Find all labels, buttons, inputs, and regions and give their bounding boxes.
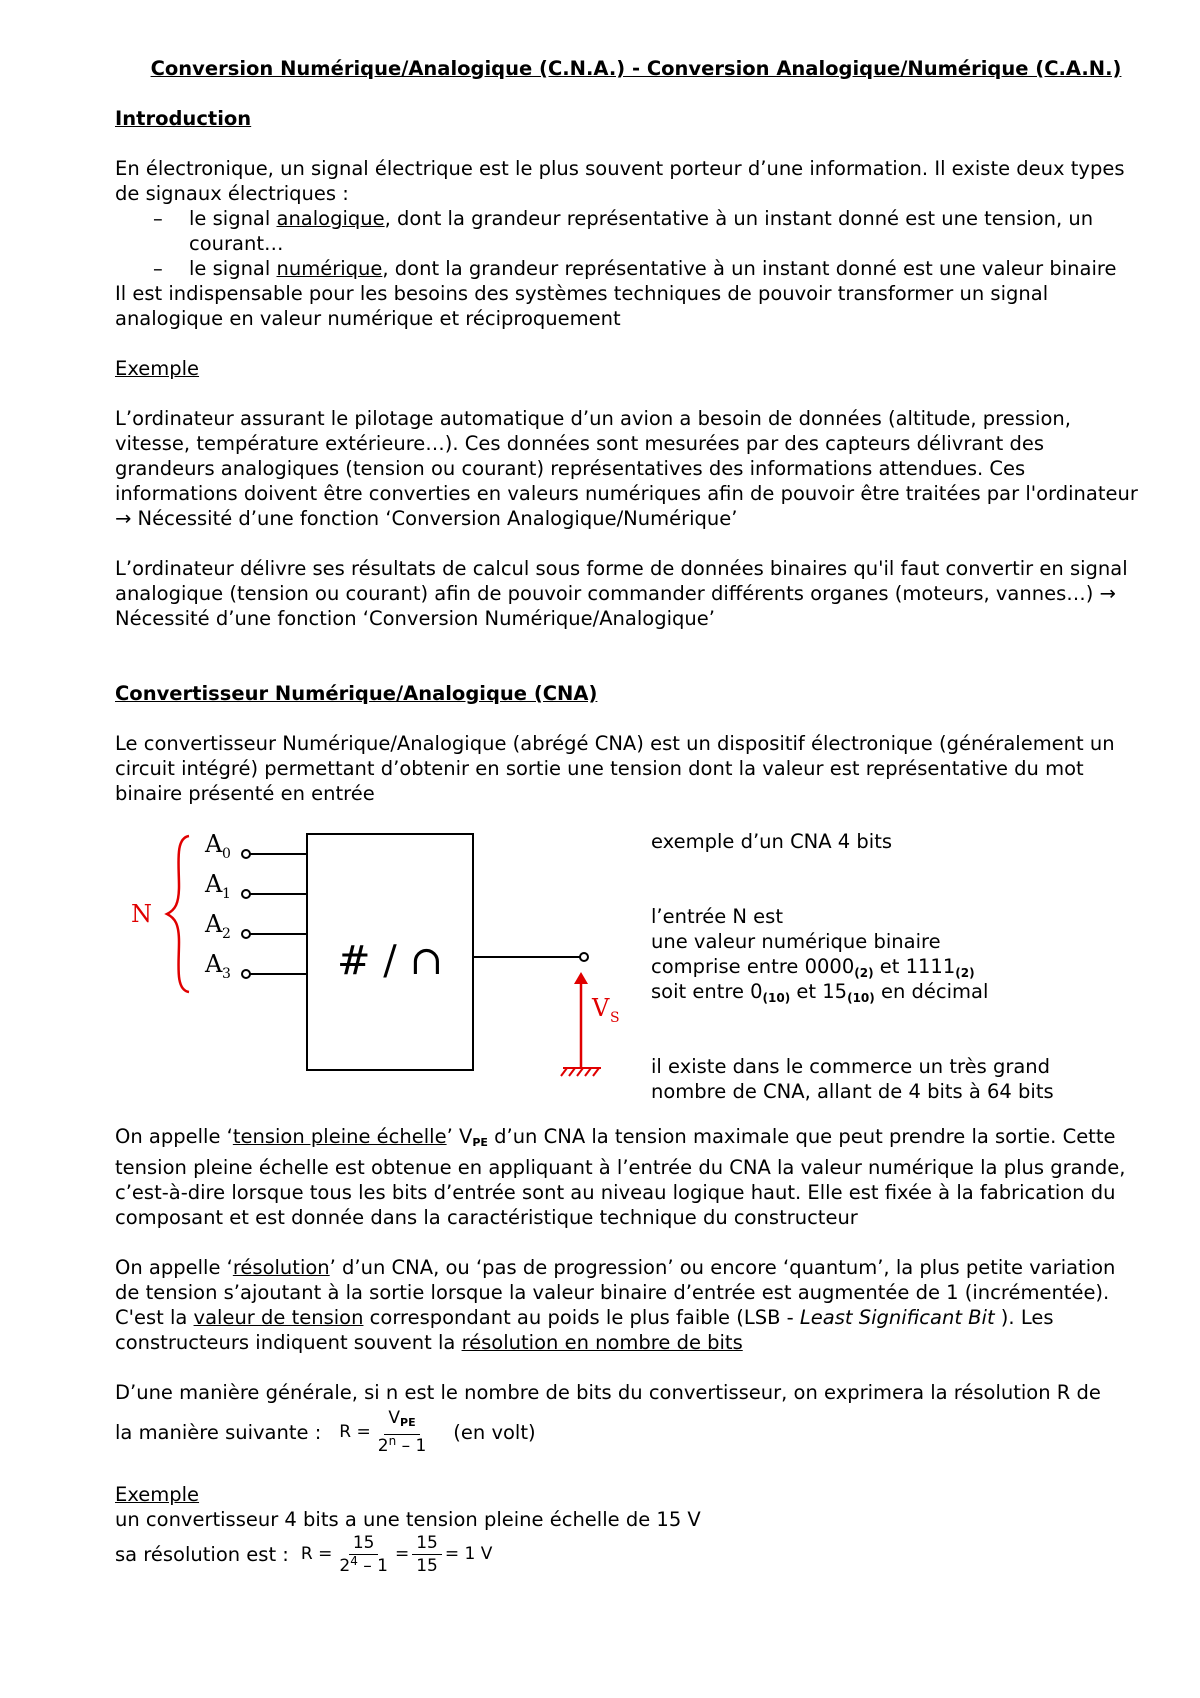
- bus-label-n: N: [131, 900, 152, 928]
- exemple-converter: un convertisseur 4 bits a une tension pleine échelle de 15 V: [115, 1508, 701, 1531]
- ground-icon: [561, 1068, 601, 1076]
- resolution-paragraph: On appelle ‘résolution’ d’un CNA, ou ‘pas de progression’ ou encore ‘quantum’, la plus petite variation de tension s’ajoutant à la sortie lorsque la valeur binaire d’entrée est augmentée de 1 (incrémentée). C'est la valeur de tension correspondant au poids le plus faible (LSB - Least Significant Bit ). Les constructeurs indiquent souvent la résolution en nombre de bits: [115, 1256, 1116, 1354]
- exemple-label: Exemple: [115, 357, 200, 380]
- cna-definition: Le convertisseur Numérique/Analogique (abrégé CNA) est un dispositif électronique (généralement un circuit intégré) permettant d’obtenir en sortie une tension dont la valeur est représentative du mot binaire présenté en entrée: [115, 732, 1115, 805]
- cna-figure: [115, 824, 1145, 1124]
- intro-conclusion: Il est indispensable pour les besoins des systèmes techniques de pouvoir transformer un signal analogique en valeur numérique et réciproquement: [115, 282, 1049, 330]
- document-page: [115, 56, 1145, 1577]
- exemple-paragraph-can: L’ordinateur assurant le pilotage automatique d’un avion a besoin de données (altitude, pression, vitesse, température extérieure…). Ces données sont mesurées par des capteurs délivrant des grandeurs analogiques (tension ou courant) représentatives des informations attendues. Ces informations doivent être converties en valeurs numériques afin de pouvoir être traitées par l'ordinateur → Nécessité d’une fonction ‘Conversion Analogique/Numérique’: [115, 407, 1138, 530]
- arrow-head-icon: [574, 972, 588, 984]
- input-a0-letter: A: [205, 830, 223, 858]
- caption-input-intro: l’entrée N est: [651, 905, 783, 928]
- caption-bits-range: nombre de CNA, allant de 4 bits à 64 bits: [651, 1080, 1054, 1103]
- caption-input-range-decimal: soit entre $0_{(10)}$ et $15_{(10)}$ en décimal: [651, 980, 989, 1005]
- input-a2-letter: A: [205, 910, 223, 938]
- resolution-term: résolution: [232, 1256, 330, 1279]
- input-a3-index: 3: [222, 966, 231, 982]
- cna-heading: Convertisseur Numérique/Analogique (CNA): [115, 682, 598, 705]
- intro-heading: Introduction: [115, 107, 252, 130]
- figure-caption: [651, 829, 1145, 1104]
- formula-fraction: $\frac{\text{VPE}}{2^n - 1}$: [377, 1408, 427, 1456]
- numerique-term: numérique: [276, 257, 383, 280]
- input-a1-letter: A: [205, 870, 223, 898]
- cna-block-diagram: [115, 824, 635, 1124]
- full-scale-term: tension pleine échelle: [232, 1125, 447, 1148]
- exemple-paragraph-cna: L’ordinateur délivre ses résultats de calcul sous forme de données binaires qu'il faut convertir en signal analogique (tension ou courant) afin de pouvoir commander différents organes (moteurs, vannes…) → Nécessité d’une fonction ‘Conversion Numérique/Analogique’: [115, 557, 1128, 630]
- intro-paragraph: En électronique, un signal électrique est le plus souvent porteur d’une information. Il existe deux types de signaux électriques :: [115, 157, 1125, 205]
- document-title: Conversion Numérique/Analogique (C.N.A.) - Conversion Analogique/Numérique (C.A.N.): [150, 57, 1122, 80]
- input-a1-index: 1: [222, 886, 231, 902]
- general-formula-intro: D’une manière générale, si n est le nombre de bits du convertisseur, on exprimera la résolution R de: [115, 1381, 1101, 1404]
- input-a0-index: 0: [222, 846, 231, 862]
- caption-example: exemple d’un CNA 4 bits: [651, 830, 893, 853]
- caption-input-type: une valeur numérique binaire: [651, 930, 941, 953]
- converter-symbol: # / ∩: [337, 938, 443, 984]
- list-item: – le signal analogique, dont la grandeur représentative à un instant donné est une tension, un courant…: [115, 206, 1145, 256]
- resolution-example-formula: sa résolution est : R = $\frac{15}{2^4 - 1}$ = $\frac{15}{15}$ = 1 V: [115, 1533, 493, 1576]
- input-a2-index: 2: [222, 926, 231, 942]
- resolution-formula: la manière suivante : R = $\frac{\text{VPE}}{2^n - 1}$ (en volt): [115, 1408, 536, 1456]
- analogique-term: analogique: [276, 207, 385, 230]
- input-wires: [242, 850, 307, 978]
- output-label-letter: V: [592, 994, 610, 1022]
- signal-types-list: [115, 206, 1145, 281]
- output-terminal: [580, 953, 588, 961]
- exemple-label-2: Exemple: [115, 1483, 200, 1506]
- bus-brace: [167, 836, 189, 992]
- output-label-index: S: [610, 1010, 620, 1026]
- list-item: – le signal numérique, dont la grandeur représentative à un instant donné est une valeur binaire: [115, 256, 1145, 281]
- caption-commerce: il existe dans le commerce un très grand: [651, 1055, 1051, 1078]
- full-scale-paragraph: On appelle ‘tension pleine échelle’ VPE d’un CNA la tension maximale que peut prendre la sortie. Cette tension pleine échelle est obtenue en appliquant à l’entrée du CNA la valeur numérique la plus grande, c’est-à-dire lorsque tous les bits d’entrée sont au niveau logique haut. Elle est fixée à la fabrication du composant et est donnée dans la caractéristique technique du constructeur: [115, 1125, 1126, 1229]
- input-a3-letter: A: [205, 950, 223, 978]
- caption-input-range-binary: comprise entre $0000_{(2)}$ et $1111_{(2)}$: [651, 955, 975, 980]
